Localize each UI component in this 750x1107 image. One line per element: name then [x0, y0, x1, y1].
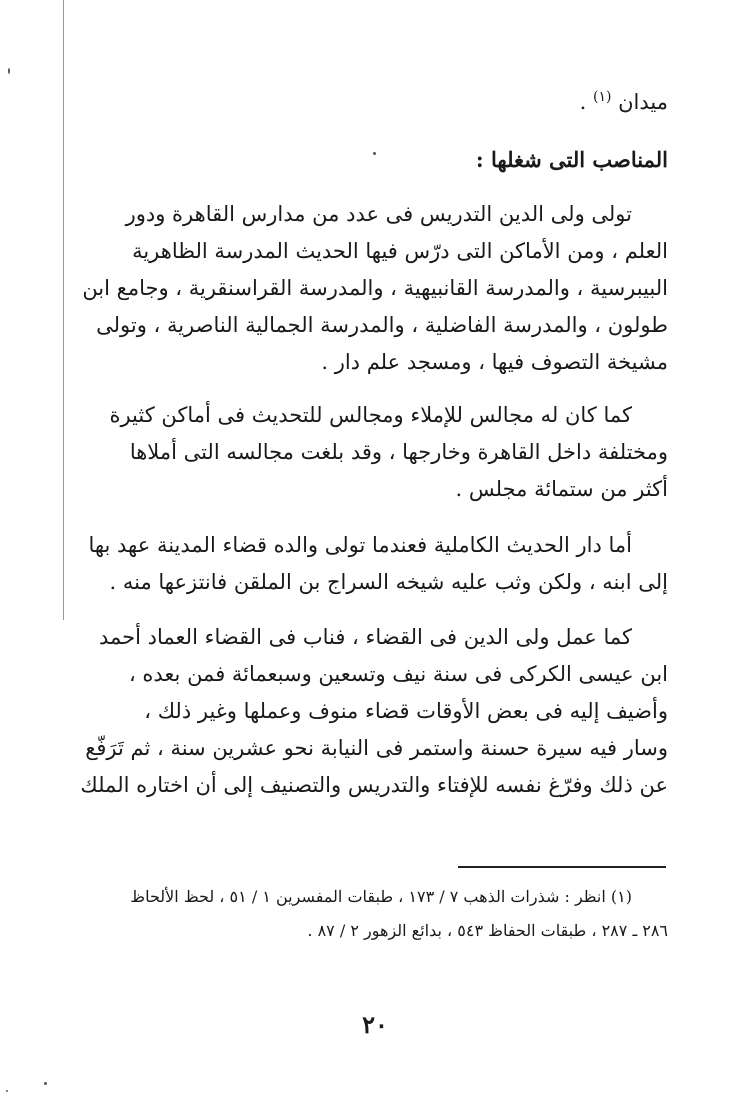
- paragraph-line: ابن عيسى الكركى فى سنة نيف وتسعين وسبعمائة فمن بعده ،: [128, 662, 668, 686]
- page-number: ٢٠: [362, 1010, 388, 1039]
- section-heading-text: المناصب التى شغلها :: [475, 147, 668, 172]
- intro-text: ميدان: [618, 90, 668, 114]
- paper-speck: [44, 1082, 47, 1085]
- paragraph-line: إلى ابنه ، ولكن وثب عليه شيخه السراج بن الملقن فانتزعها منه .: [109, 570, 668, 594]
- footnote-line: (١) انظر : شذرات الذهب ٧ / ١٧٣ ، طبقات المفسرين ١ / ٥١ ، لحظ الألحاظ: [130, 887, 632, 906]
- paper-speck: [373, 152, 376, 155]
- footnote-reference: (١): [592, 89, 612, 105]
- paragraph-line: أما دار الحديث الكاملية فعندما تولى والده قضاء المدينة عهد بها: [88, 533, 632, 557]
- paper-speck: [6, 1090, 8, 1092]
- footnote-separator: [458, 866, 666, 868]
- paragraph-3: [78, 527, 668, 601]
- paragraph-line: عن ذلك وفرّغ نفسه للإفتاء والتدريس والتصنيف إلى أن اختاره الملك: [80, 773, 668, 797]
- footnotes: [78, 880, 668, 948]
- intro-end: .: [579, 90, 587, 114]
- paragraph-1: [78, 196, 668, 381]
- paper-speck: [8, 68, 10, 74]
- paragraph-line: ومختلفة داخل القاهرة وخارجها ، وقد بلغت مجالسه التى أملاها: [129, 440, 668, 464]
- intro-line: [78, 84, 668, 121]
- paragraph-line: أكثر من ستمائة مجلس .: [455, 477, 668, 501]
- paragraph-line: مشيخة التصوف فيها ، ومسجد علم دار .: [321, 350, 668, 374]
- paragraph-line: وسار فيه سيرة حسنة واستمر فى النيابة نحو عشرين سنة ، ثم تَرَفّع: [85, 736, 668, 760]
- section-heading: [78, 141, 668, 178]
- margin-rule: [63, 0, 64, 620]
- paragraph-line: طولون ، والمدرسة الفاضلية ، والمدرسة الجمالية الناصرية ، وتولى: [96, 313, 668, 337]
- paragraph-line: وأضيف إليه فى بعض الأوقات قضاء منوف وعملها وغير ذلك ،: [144, 699, 668, 723]
- paragraph-2: [78, 397, 668, 508]
- paragraph-line: تولى ولى الدين التدريس فى عدد من مدارس القاهرة ودور: [125, 202, 632, 226]
- paragraph-line: البيبرسية ، والمدرسة القانبيهية ، والمدرسة القراسنقرية ، وجامع ابن: [82, 276, 668, 300]
- paragraph-4: [78, 619, 668, 804]
- paragraph-line: كما كان له مجالس للإملاء ومجالس للتحديث فى أماكن كثيرة: [109, 403, 632, 427]
- paragraph-line: كما عمل ولى الدين فى القضاء ، فناب فى القضاء العماد أحمد: [99, 625, 632, 649]
- footnote-line: ٢٨٦ ـ ٢٨٧ ، طبقات الحفاظ ٥٤٣ ، بدائع الزهور ٢ / ٨٧ .: [307, 921, 668, 940]
- paragraph-line: العلم ، ومن الأماكن التى درّس فيها الحديث المدرسة الظاهرية: [132, 239, 668, 263]
